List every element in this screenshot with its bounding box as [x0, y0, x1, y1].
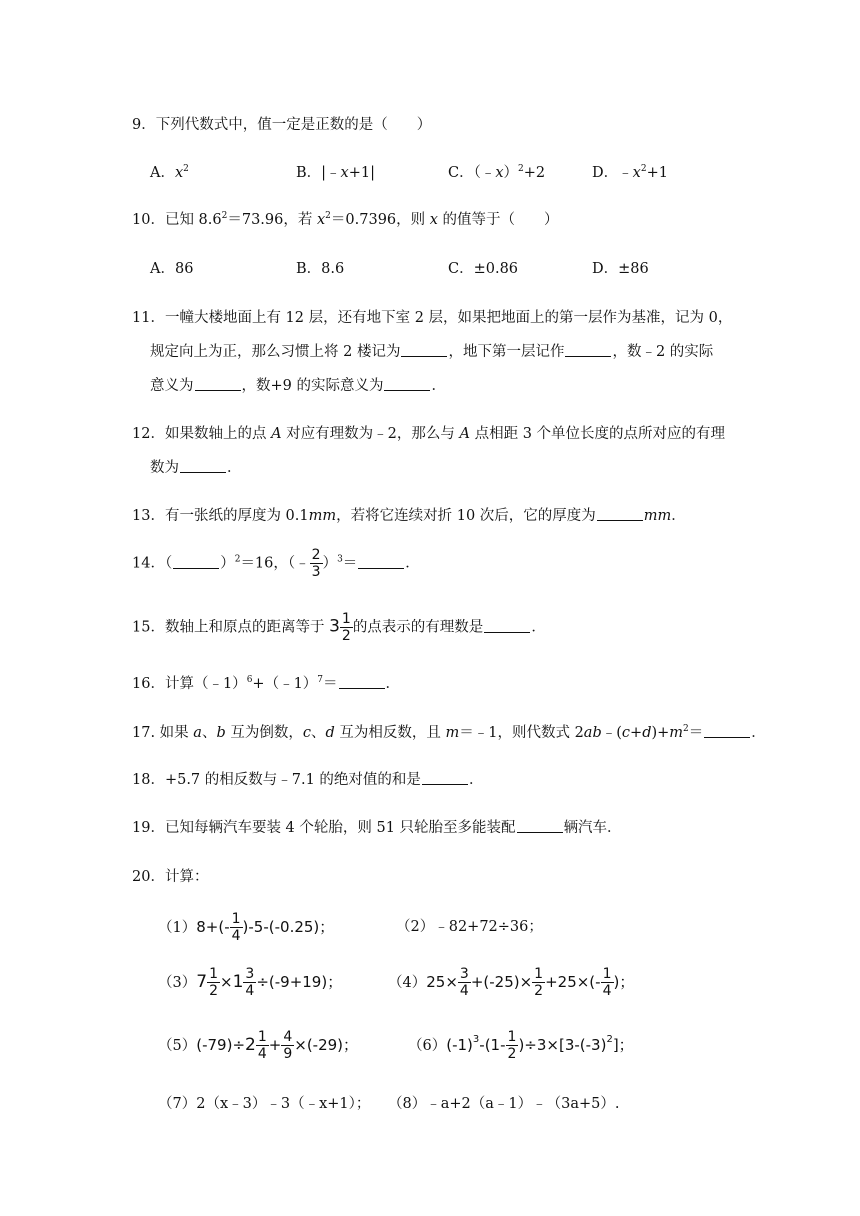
answer-blank[interactable] — [422, 783, 468, 785]
q20-part4: （4）25× $\frac{3}{4}$ +(-25)× $\frac{1}{2}$ +25×(- $\frac{1}{4}$ )； — [388, 966, 635, 999]
q20-part5: （5）(-79)÷2 $\frac{1}{4}$ + $\frac{4}{9}$ ×(-29)； — [158, 1029, 359, 1062]
answer-blank[interactable] — [180, 471, 226, 473]
q9-stem: 9．下列代数式中，值一定是正数的是（ ） — [132, 117, 432, 133]
q14: 14．（ ）$^2$＝16，（﹣ $\frac{2}{3}$ ）$^3$＝ ． — [132, 547, 420, 580]
answer-blank[interactable] — [195, 389, 241, 391]
answer-blank[interactable] — [384, 389, 430, 391]
q9-option-b: B．|﹣x+1| — [296, 165, 375, 181]
q20-title: 20．计算： — [132, 869, 209, 885]
answer-blank[interactable] — [339, 687, 385, 689]
q11-line1: 11．一幢大楼地面上有 12 层，还有地下室 2 层，如果把地面上的第一层作为基准，记为 0， — [132, 310, 733, 326]
q20-part2: （2）﹣82+72÷36； — [396, 919, 543, 935]
q10-option-d: D．±86 — [592, 261, 649, 277]
answer-blank[interactable] — [173, 567, 219, 569]
answer-blank[interactable] — [484, 631, 530, 633]
q9-option-d: D．$﹣x^2+1$ — [592, 164, 668, 181]
q17: 17. 如果 a、b 互为倒数，c、d 互为相反数，且 m＝﹣1，则代数式 $2ab﹣(c+d)+m^2=$ ． — [132, 724, 766, 741]
q12-line1: 12．如果数轴上的点 A 对应有理数为﹣2，那么与 A 点相距 3 个单位长度的点所对应的有理 — [132, 426, 726, 442]
q19: 19．已知每辆汽车要装 4 个轮胎，则 51 只轮胎至多能装配 辆汽车． — [132, 820, 622, 836]
q16: 16．计算（﹣1）$^6$+（﹣1）$^7$＝ ． — [132, 675, 401, 692]
q11-line3: 意义为 ，数+9 的实际意义为 ． — [150, 378, 446, 394]
q20-part1: （1）8+(- $\frac{1}{4}$ )-5-(-0.25)； — [158, 911, 335, 944]
q12-line2: 数为 ． — [150, 460, 242, 476]
answer-blank[interactable] — [358, 567, 404, 569]
q10-options — [150, 257, 649, 278]
q9-options — [150, 161, 668, 182]
q10-stem: 10．已知 $8.6^2=73.96$，若 $x^2=0.7396$，则 x 的值等于（ ） — [132, 211, 559, 228]
fraction-one-half: $\frac{1}{2}$ — [341, 611, 351, 644]
answer-blank[interactable] — [401, 355, 447, 357]
q20-part7: （7）2（x﹣3）﹣3（﹣x+1）； — [158, 1096, 371, 1112]
q20-part8: （8）﹣a+2（a﹣1）﹣（3a+5）. — [388, 1096, 620, 1112]
q10-option-c: C．±0.86 — [448, 261, 519, 277]
q10-option-b: B．8.6 — [296, 261, 345, 277]
q18: 18．+5.7 的相反数与﹣7.1 的绝对值的和是 ． — [132, 772, 484, 788]
q20-part3: （3）7 $\frac{1}{2}$ ×1 $\frac{3}{4}$ ÷(-9+19)； — [158, 966, 343, 999]
answer-blank[interactable] — [597, 519, 643, 521]
answer-blank[interactable] — [565, 355, 611, 357]
q9-option-a: A．$x^2$ — [150, 164, 189, 181]
q10-option-a: A．86 — [150, 261, 194, 277]
q15: 15．数轴上和原点的距离等于 3 $\frac{1}{2}$ 的点表示的有理数是 ． — [132, 611, 546, 644]
q13: 13．有一张纸的厚度为 0.1mm，若将它连续对折 10 次后，它的厚度为 mm． — [132, 508, 686, 524]
q11-line2: 规定向上为正，那么习惯上将 2 楼记为 ，地下第一层记作 ，数﹣2 的实际 — [150, 344, 714, 360]
answer-blank[interactable] — [704, 736, 750, 738]
fraction-two-thirds: $\frac{2}{3}$ — [311, 547, 321, 580]
q9-option-c: C．（﹣x）$^2$+2 — [448, 164, 546, 181]
answer-blank[interactable] — [517, 831, 563, 833]
q20-part6: $(6)(-1)^3-(1-$ $\frac{1}{2}$ )$\div 3\times[3-(-3)^2]$； — [408, 1029, 634, 1062]
